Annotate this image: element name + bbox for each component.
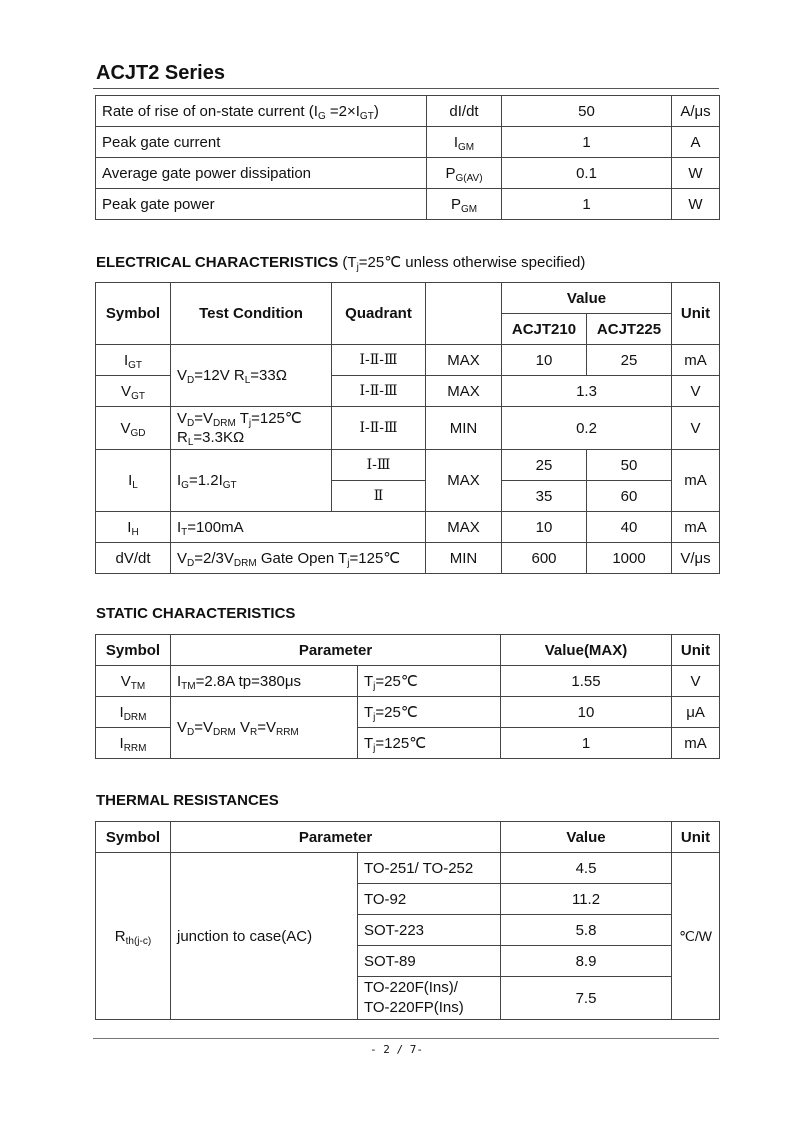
condition-cell: $V_D=2/3V_{DRM}$ Gate Open $T_j=125℃$ bbox=[171, 543, 426, 574]
limit-cell: MAX bbox=[426, 345, 502, 376]
col-symbol: Symbol bbox=[96, 635, 171, 666]
unit-cell: mA bbox=[672, 728, 720, 759]
symbol-cell: $V_{GD}$ bbox=[96, 407, 171, 450]
limit-cell: MIN bbox=[426, 543, 502, 574]
table-row bbox=[96, 666, 720, 697]
symbol-cell: $I_{DRM}$ bbox=[96, 697, 171, 728]
value-cell: 8.9 bbox=[501, 946, 672, 977]
value-cell: 0.2 bbox=[502, 407, 672, 450]
col-parameter: Parameter bbox=[171, 822, 501, 853]
unit-cell: mA bbox=[672, 450, 720, 512]
param-cell: Peak gate power bbox=[96, 189, 427, 220]
table-row bbox=[96, 512, 720, 543]
static-table bbox=[95, 634, 720, 759]
value-cell: 1 bbox=[501, 728, 672, 759]
table-row bbox=[96, 345, 720, 376]
package-cell: TO-92 bbox=[358, 884, 501, 915]
table-header-row bbox=[96, 822, 720, 853]
value-cell: 5.8 bbox=[501, 915, 672, 946]
temperature-cell: $T_j=125℃$ bbox=[358, 728, 501, 759]
package-cell: SOT-89 bbox=[358, 946, 501, 977]
table-row bbox=[96, 543, 720, 574]
table-row bbox=[96, 450, 720, 481]
symbol-cell: $I_H$ bbox=[96, 512, 171, 543]
col-acjt225: ACJT225 bbox=[587, 314, 672, 345]
limit-cell: MAX bbox=[426, 512, 502, 543]
condition-cell: $V_D=12V$ $R_L=33\Omega$ bbox=[171, 345, 332, 407]
symbol-cell: $I_{GM}$ bbox=[427, 127, 502, 158]
unit-cell: W bbox=[672, 189, 720, 220]
table-row bbox=[96, 127, 720, 158]
unit-cell: V bbox=[672, 407, 720, 450]
col-value: Value(MAX) bbox=[501, 635, 672, 666]
col-unit: Unit bbox=[672, 283, 720, 345]
col-test-condition: Test Condition bbox=[171, 283, 332, 345]
quadrant-cell: Ⅰ-Ⅱ-Ⅲ bbox=[332, 345, 426, 376]
col-acjt210: ACJT210 bbox=[502, 314, 587, 345]
temperature-cell: $T_j=25℃$ bbox=[358, 697, 501, 728]
title-rule bbox=[93, 88, 719, 89]
electrical-table bbox=[95, 282, 720, 574]
col-parameter: Parameter bbox=[171, 635, 501, 666]
symbol-cell: $I_{RRM}$ bbox=[96, 728, 171, 759]
unit-cell: A bbox=[672, 127, 720, 158]
symbol-cell: $R_{th(j-c)}$ bbox=[96, 853, 171, 1020]
value-cell: 40 bbox=[587, 512, 672, 543]
package-cell: TO-220F(Ins)/ TO-220FP(Ins) bbox=[358, 977, 501, 1020]
package-cell: TO-251/ TO-252 bbox=[358, 853, 501, 884]
quadrant-cell: Ⅱ bbox=[332, 481, 426, 512]
value-cell: 10 bbox=[502, 345, 587, 376]
col-value: Value bbox=[501, 822, 672, 853]
parameter-cell: junction to case(AC) bbox=[171, 853, 358, 1020]
thermal-table bbox=[95, 821, 720, 1020]
value-cell: 25 bbox=[587, 345, 672, 376]
value-cell: 11.2 bbox=[501, 884, 672, 915]
table-header-row bbox=[96, 283, 720, 314]
package-cell: SOT-223 bbox=[358, 915, 501, 946]
value-cell: 1000 bbox=[587, 543, 672, 574]
document-title: ACJT2 Series bbox=[96, 62, 225, 84]
value-cell: 1.3 bbox=[502, 376, 672, 407]
temperature-cell: $T_j=25℃$ bbox=[358, 666, 501, 697]
table-row bbox=[96, 697, 720, 728]
value-cell: 10 bbox=[502, 512, 587, 543]
unit-cell: V bbox=[672, 376, 720, 407]
value-cell: 1 bbox=[502, 189, 672, 220]
table-row bbox=[96, 853, 720, 884]
param-cell: Rate of rise of on-state current $(I_G =2\times I_{GT})$ bbox=[96, 96, 427, 127]
absolute-ratings-table bbox=[95, 95, 720, 220]
value-cell: 600 bbox=[502, 543, 587, 574]
table-row bbox=[96, 407, 720, 450]
symbol-cell: $I_L$ bbox=[96, 450, 171, 512]
limit-cell: MAX bbox=[426, 450, 502, 512]
symbol-cell: $P_{G(AV)}$ bbox=[427, 158, 502, 189]
unit-cell: ℃/W bbox=[672, 853, 720, 1020]
footer-rule bbox=[93, 1038, 719, 1039]
condition-cell: $I_{TM}=2.8A$ tp=380μs bbox=[171, 666, 358, 697]
unit-cell: μA bbox=[672, 697, 720, 728]
symbol-cell: dV/dt bbox=[96, 543, 171, 574]
static-heading: STATIC CHARACTERISTICS bbox=[96, 605, 296, 622]
unit-cell: mA bbox=[672, 345, 720, 376]
quadrant-cell: Ⅰ-Ⅱ-Ⅲ bbox=[332, 376, 426, 407]
unit-cell: V bbox=[672, 666, 720, 697]
quadrant-cell: Ⅰ-Ⅲ bbox=[332, 450, 426, 481]
table-row bbox=[96, 158, 720, 189]
value-cell: 1.55 bbox=[501, 666, 672, 697]
col-unit: Unit bbox=[672, 635, 720, 666]
col-symbol: Symbol bbox=[96, 283, 171, 345]
value-cell: 10 bbox=[501, 697, 672, 728]
value-cell: 25 bbox=[502, 450, 587, 481]
condition-cell: $V_D=V_{DRM}$ $V_R=V_{RRM}$ bbox=[171, 697, 358, 759]
col-symbol: Symbol bbox=[96, 822, 171, 853]
value-cell: 1 bbox=[502, 127, 672, 158]
value-cell: 50 bbox=[502, 96, 672, 127]
thermal-heading: THERMAL RESISTANCES bbox=[96, 792, 279, 809]
value-cell: 4.5 bbox=[501, 853, 672, 884]
param-cell: Peak gate current bbox=[96, 127, 427, 158]
value-cell: 0.1 bbox=[502, 158, 672, 189]
unit-cell: V/μs bbox=[672, 543, 720, 574]
page-number: - 2 / 7- bbox=[370, 1043, 423, 1056]
value-cell: 50 bbox=[587, 450, 672, 481]
condition-cell: $I_G=1.2I_{GT}$ bbox=[171, 450, 332, 512]
col-limit bbox=[426, 283, 502, 345]
col-unit: Unit bbox=[672, 822, 720, 853]
limit-cell: MAX bbox=[426, 376, 502, 407]
unit-cell: W bbox=[672, 158, 720, 189]
value-cell: 60 bbox=[587, 481, 672, 512]
table-row bbox=[96, 96, 720, 127]
symbol-cell: $V_{GT}$ bbox=[96, 376, 171, 407]
symbol-cell: $P_{GM}$ bbox=[427, 189, 502, 220]
symbol-cell: $I_{GT}$ bbox=[96, 345, 171, 376]
col-quadrant: Quadrant bbox=[332, 283, 426, 345]
symbol-cell: $V_{TM}$ bbox=[96, 666, 171, 697]
quadrant-cell: Ⅰ-Ⅱ-Ⅲ bbox=[332, 407, 426, 450]
value-cell: 7.5 bbox=[501, 977, 672, 1020]
value-cell: 35 bbox=[502, 481, 587, 512]
param-cell: Average gate power dissipation bbox=[96, 158, 427, 189]
table-row bbox=[96, 189, 720, 220]
condition-cell: $I_T=100mA$ bbox=[171, 512, 426, 543]
col-value: Value bbox=[502, 283, 672, 314]
symbol-cell: dI/dt bbox=[427, 96, 502, 127]
unit-cell: A/μs bbox=[672, 96, 720, 127]
table-header-row bbox=[96, 635, 720, 666]
condition-cell: $V_D=V_{DRM}$ $T_j=125℃$ $R_L=3.3K\Omega$ bbox=[171, 407, 332, 450]
unit-cell: mA bbox=[672, 512, 720, 543]
electrical-heading: ELECTRICAL CHARACTERISTICS ($T_j=25℃$ unless otherwise specified) bbox=[96, 254, 586, 273]
limit-cell: MIN bbox=[426, 407, 502, 450]
